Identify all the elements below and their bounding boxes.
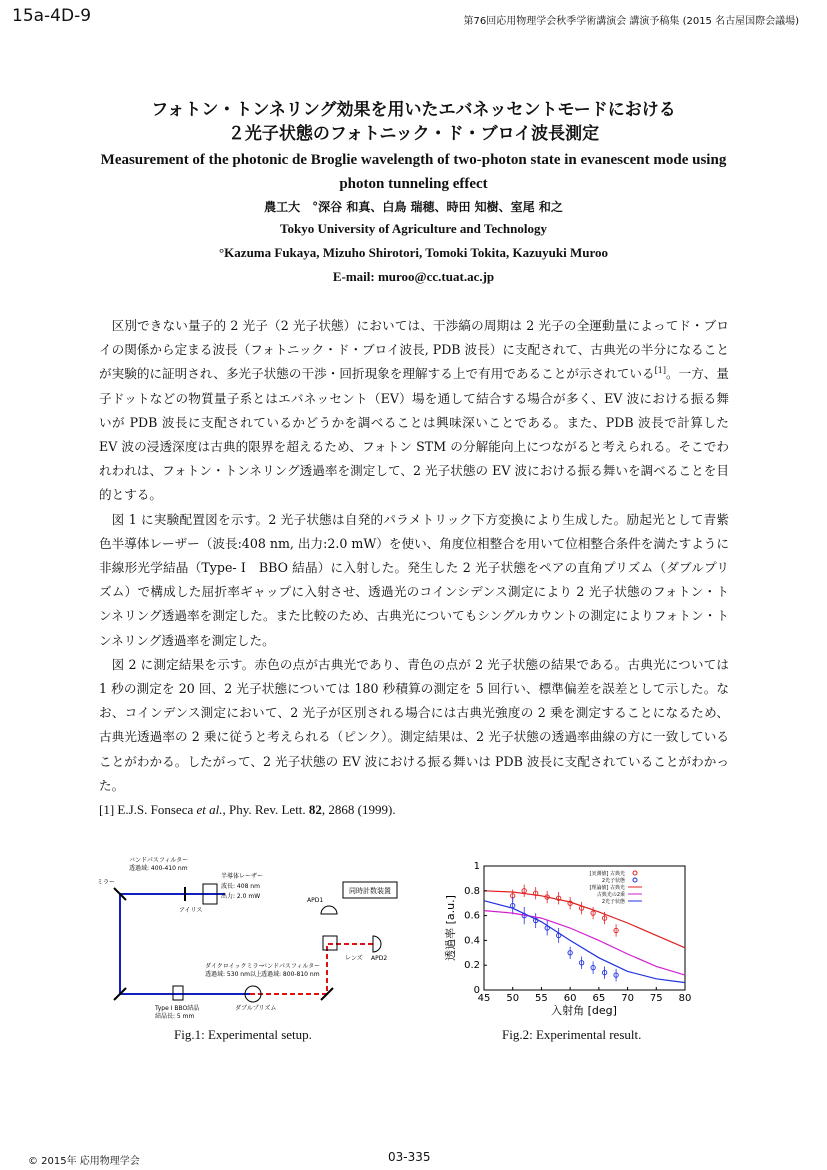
ref-pages: , 2868 (1999). (321, 802, 396, 818)
apd2-label: APD2 (371, 955, 388, 962)
x-tick-label: 50 (506, 993, 520, 1004)
citation: [1] (654, 366, 666, 376)
fig1-caption: Fig.1: Experimental setup. (174, 1027, 312, 1042)
y-tick-label: 0 (473, 985, 480, 996)
y-tick-label: 0.6 (464, 910, 480, 922)
authors-english: °Kazuma Fukaya, Mizuho Shirotori, Tomoki Tokita, Kazuyuki Muroo (218, 245, 609, 260)
ref-volume: 82 (308, 802, 322, 818)
legend (590, 870, 643, 905)
copyright: © 2015年 応用物理学会 (28, 1156, 140, 1167)
y-tick-label: 0.8 (464, 885, 480, 897)
authors-japanese: 農工大 °深谷 和真、白鳥 瑞穂、時田 知樹、室尾 和之 (264, 200, 563, 214)
x-tick-label: 45 (477, 993, 491, 1004)
bandpass2-spec: 透過域: 800-810 nm (261, 971, 320, 978)
y-tick-label: 0.2 (464, 960, 480, 972)
counter-label: 同時計数装置 (349, 887, 391, 895)
series-line-2 (484, 891, 685, 948)
paragraph-3: 図 2 に測定結果を示す。赤色の点が古典光であり、青色の点が 2 光子状態の結果である。古典光については 1 秒の測定を 20 回、2 光子状態については 180 秒積算の測定を 5 回行い、標準偏差を誤差として示した。なお、コインデンス測定において、2 光子が区別される場合には古典光強度の 2 乗を測定することになるため、古典光透過率の 2 乗に従うと考えられる（ピンク）。測定結果は、2 光子状態の透過率曲線の方に一致していることがわかる。したがって、2 光子状態の EV 波における振る舞いは PDB 波長に支配されていることがわかった。 (99, 656, 729, 793)
session-id: 15a-4D-9 (12, 6, 92, 26)
apd1-label: APD1 (307, 897, 324, 904)
double-prism-label: ダブルプリズム (235, 1005, 277, 1012)
legend-item-1: [実測値] 古典光 (589, 871, 625, 877)
p1-part-a: 区別できない量子的 2 光子（2 光子状態）においては、干渉縞の周期は 2 光子の全運動量によってド・ブロイの関係から定まる波長（フォトニック・ド・ブロイ波長, PDB 波長）に支配されて、古典光の半分になることが実験的に証明され、多光子状態の干渉・回折現象を理解する上で有用であることが示されている (99, 318, 729, 382)
mirror-label: ミラー (97, 879, 116, 886)
x-tick-label: 65 (592, 993, 606, 1004)
series-line-3 (484, 911, 685, 976)
bandpass1-label: バンドパスフィルター (129, 857, 189, 864)
dichroic-spec: 透過域: 530 nm以上 (205, 971, 262, 978)
fig2-caption: Fig.2: Experimental result. (502, 1027, 642, 1042)
bandpass2-label: バンドパスフィルター (261, 963, 321, 970)
y-tick-label: 1 (473, 861, 480, 872)
x-tick-label: 80 (678, 993, 692, 1004)
conference-name: 第76回応用物理学会秋季学術講演会 講演予稿集 (2015 名古屋国際会議場) (463, 16, 799, 27)
experimental-setup-diagram (95, 852, 400, 1022)
bbo-label: Type I BBO結晶 (155, 1005, 200, 1012)
lens-label: レンズ (345, 955, 363, 962)
iris-label: アイリス (179, 907, 203, 914)
legend-item-3: [理論値] 古典光 (589, 885, 625, 891)
x-tick-label: 75 (649, 993, 663, 1004)
y-axis-label: 透過率 [a.u.] (444, 895, 457, 961)
apd2-detector (373, 936, 381, 952)
x-tick-label: 70 (621, 993, 634, 1004)
title-japanese (0, 98, 827, 146)
laser-wavelength: 波長: 408 nm (221, 883, 260, 890)
x-axis-label: 入射角 [deg] (551, 1004, 617, 1017)
result-chart (440, 858, 702, 1018)
legend-marker-2 (633, 878, 637, 882)
email: E-mail: muroo@cc.tuat.ac.jp (332, 269, 495, 284)
legend-item-2: 2光子状態 (601, 878, 625, 884)
dichroic-label: ダイクロイックミラー (205, 963, 265, 970)
ref-authors: [1] E.J.S. Fonseca (99, 802, 197, 818)
legend-marker-1 (633, 871, 637, 875)
x-tick-label: 60 (563, 993, 577, 1004)
laser-power: 出力: 2.0 mW (221, 893, 261, 900)
bbo-length: 結晶長: 5 mm (155, 1013, 195, 1020)
affiliation: Tokyo University of Agriculture and Technology (280, 221, 547, 236)
paragraph-2: 図 1 に実験配置図を示す。2 光子状態は自発的パラメトリック下方変換により生成した。励起光として青紫色半導体レーザー（波長:408 nm, 出力:2.0 mW）を使い、角度位相整合を用いて位相整合条件を満たすように非線形光学結晶（Type- I BBO 結晶）に入射した。発生した 2 光子状態をペアの直角プリズム（ダブルプリズム）で構成した屈折率ギャップに入射させ、透過光のコインシデンス測定により 2 光子状態のフォトン・トンネリング透過率を測定した。また比較のため、古典光についてもシングルカウントの測定によりフォトン・トンネリング透過率を測定した。 (99, 511, 729, 648)
title-jp-line2: ２光子状態のフォトニック・ド・ブロイ波長測定 (227, 124, 600, 144)
title-jp-line1: フォトン・トンネリング効果を用いたエバネッセントモードにおける (151, 100, 676, 120)
ref-etal: et al. (196, 802, 223, 818)
legend-item-4: 古典光の2乗 (596, 892, 625, 898)
apd1-detector (321, 906, 337, 914)
reference (99, 798, 729, 822)
p1-part-b: 。一方、量子ドットなどの物質量子系とはエバネッセント（EV）場を通して結合する場合が多く、EV 波における振る舞いが PDB 波長に支配されているかどうかを調べることは興味深いことである。また、PDB 波長で計算した EV 波の浸透深度は古典的限界を超えるため、フォトン STM の分解能向上につながると考えられる。そこでわれわれは、フォトン・トンネリング透過率を測定して、2 光子状態の EV 波における振る舞いを調べることを目的とする。 (99, 366, 730, 503)
laser-label: 半導体レーザー (221, 873, 264, 880)
body-text (99, 314, 729, 822)
page-number: 03-335 (388, 1150, 431, 1164)
x-tick-label: 55 (535, 993, 548, 1004)
ref-journal: , Phy. Rev. Lett. (222, 802, 309, 818)
y-tick-label: 0.4 (464, 935, 480, 947)
legend-item-5: 2光子状態 (601, 899, 625, 905)
paragraph-1 (99, 314, 729, 508)
bandpass1-spec: 透過域: 400-410 nm (129, 865, 188, 872)
plot-frame (484, 866, 685, 990)
title-english: Measurement of the photonic de Broglie wavelength of two-photon state in evanescent mode using photon tunneling effect (100, 152, 727, 192)
